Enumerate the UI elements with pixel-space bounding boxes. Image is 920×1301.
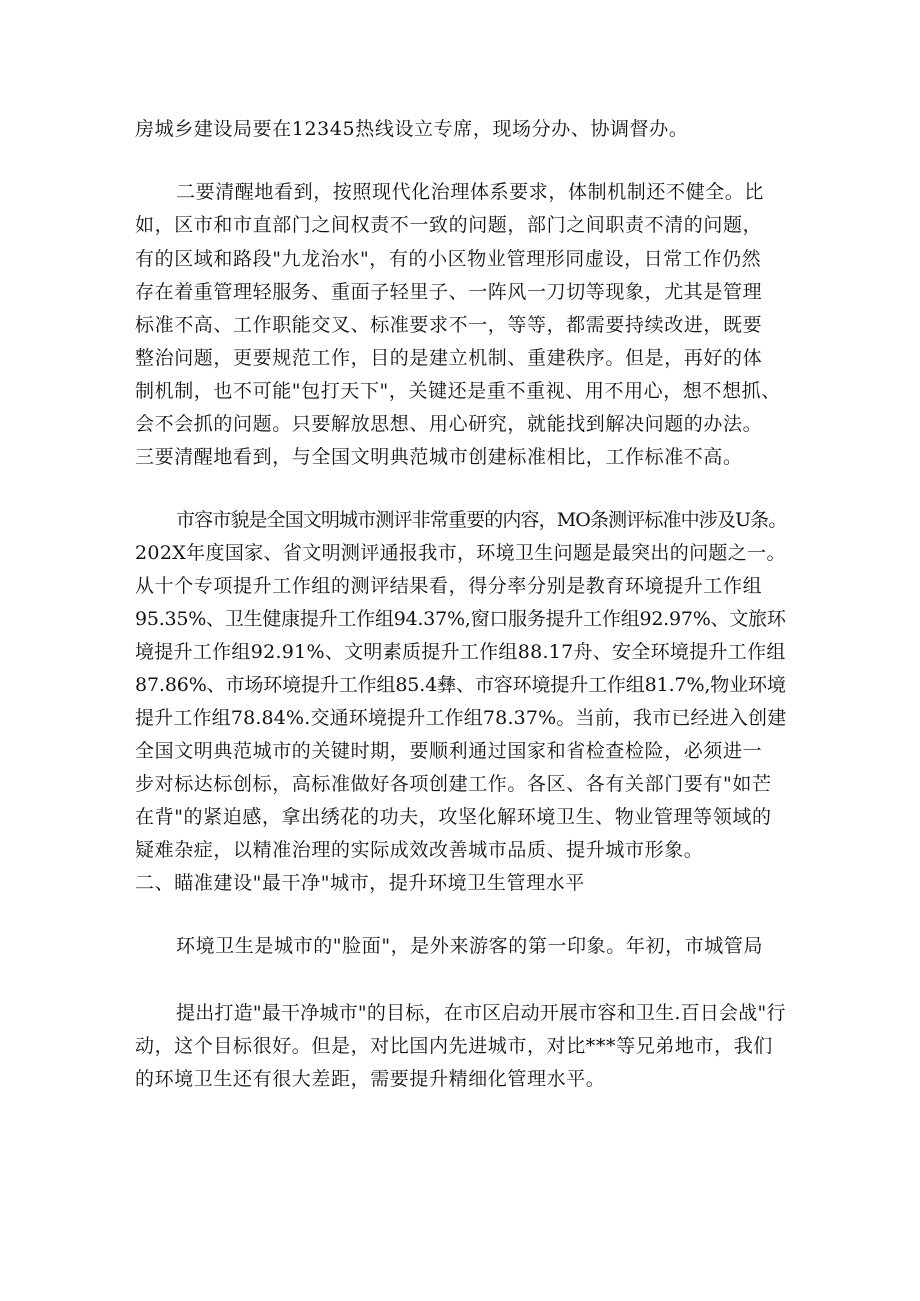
paragraph-first-line: 二要清醒地看到，按照现代化治理体系要求，体制机制还不健全。比	[176, 181, 765, 203]
text-line: 存在着重管理轻服务、重面子轻里子、一阵风一刀切等现象，尤其是管理	[135, 281, 763, 303]
text-line: 二、瞄准建设"最干净"城市，提升环境卫生管理水平	[135, 872, 585, 894]
text-line: 整治问题，更要规范工作，目的是建立机制、重建秩序。但是，再好的体	[135, 347, 763, 369]
text-line: 95.35%、卫生健康提升工作组94.37%,窗口服务提升工作组92.97%、文旅环	[135, 608, 786, 630]
text-line: 在背"的紧迫感，拿出绣花的功夫，攻坚化解环境卫生、物业管理等领域的	[135, 806, 772, 828]
text-line: 步对标达标创标，高标准做好各项创建工作。各区、各有关部门要有"如芒	[135, 773, 772, 795]
text-line: 会不会抓的问题。只要解放思想、用心研究，就能找到解决问题的办法。	[135, 413, 763, 435]
text-line: 提升工作组78.84%.交通环境提升工作组78.37%。当前，我市已经进入创建	[135, 707, 787, 729]
paragraph-first-line: 市容市貌是全国文明城市测评非常重要的内容，MO条测评标准中涉及U条。	[176, 509, 787, 531]
text-line: 疑难杂症，以精准治理的实际成效改善城市品质、提升城市形象。	[135, 839, 704, 861]
text-line: 从十个专项提升工作组的测评结果看，得分率分别是教育环境提升工作组	[135, 575, 763, 597]
text-line: 有的区域和路段"九龙治水"，有的小区物业管理形同虚设，日常工作仍然	[135, 248, 762, 270]
text-line: 标准不高、工作职能交叉、标准要求不一，等等，都需要持续改进，既要	[135, 314, 763, 336]
text-line: 87.86%、市场环境提升工作组85.4彝、市容环境提升工作组81.7%,物业环境	[135, 674, 786, 696]
section-heading: 环境卫生是城市的"脸面"，是外来游客的第一印象。年初，市城管局	[176, 935, 764, 957]
text-line: 202X年度国家、省文明测评通报我市，环境卫生问题是最突出的问题之一。	[135, 542, 786, 564]
text-line: 房城乡建设局要在12345热线设立专席，现场分办、协调督办。	[135, 118, 689, 140]
text-line: 的环境卫生还有很大差距，需要提升精细化管理水平。	[135, 1068, 606, 1090]
text-line: 动，这个目标很好。但是，对比国内先进城市，对比***等兄弟地市，我们	[135, 1035, 773, 1057]
text-line: 制机制，也不可能"包打天下"，关键还是重不重视、用不用心，想不想抓、	[135, 380, 781, 402]
text-line: 境提升工作组92.91%、文明素质提升工作组88.17舟、安全环境提升工作组	[135, 641, 786, 663]
text-line: 全国文明典范城市的关键时期，要顺利通过国家和省检查检险，必须进一	[135, 740, 763, 762]
paragraph-first-line: 提出打造"最干净城市"的目标，在市区启动开展市容和卫生.百日会战"行	[176, 1002, 786, 1024]
text-line: 三要清醒地看到，与全国文明典范城市创建标准相比，工作标准不高。	[135, 446, 743, 468]
text-line: 如，区市和市直部门之间权责不一致的问题，部门之间职责不清的问题，	[135, 214, 763, 236]
